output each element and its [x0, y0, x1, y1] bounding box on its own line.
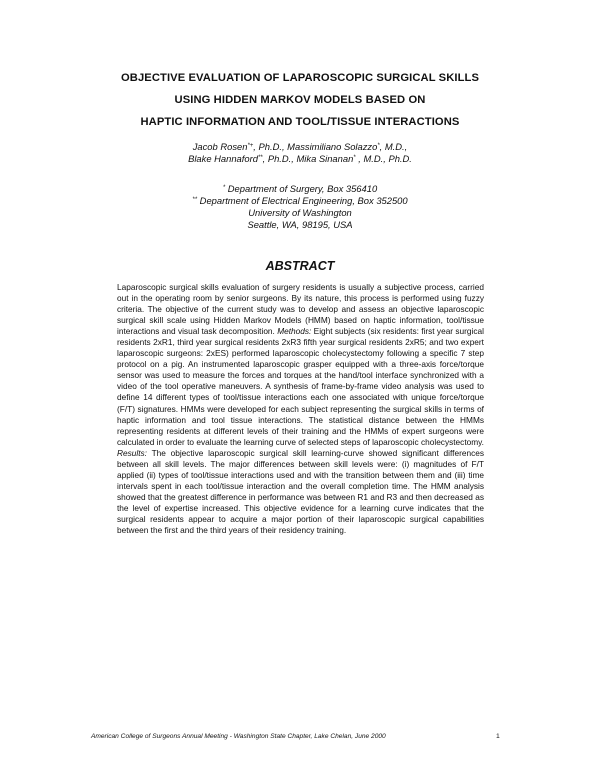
paper-title [0, 67, 600, 133]
affiliation-ee-text: Department of Electrical Engineering, Box 352500 [197, 195, 408, 206]
page-number: 1 [496, 733, 500, 740]
affiliation-surgery-text: Department of Surgery, Box 356410 [225, 183, 378, 194]
abstract-text-2: Eight subjects (six residents: first year surgical residents 2xR1, third year surgical residents 2xR3 fifth year surgical residents 2xR5; and two expert laparoscopic surgeons: 2xES) performed laparoscopic cholecystectomy following a specific 7 step protocol on a pig. An instrumented laparoscopic grasper equipped with a three-axis force/torque sensor was used to measure the forces and torques at the hand/tool interface synchronized with a video of the tool operative maneuvers. A synthesis of frame-by-frame video analysis was used to define 14 different types of tool/tissue interactions each one associated with unique force/torque (F/T) signatures. HMMs were developed for each subject representing the surgical skills in terms of haptic information and tool tissue interactions. The statistical distance between the HMMs representing residents at different levels of their training and the HMMs of expert surgeons were calculated in order to evaluate the learning curve of selected steps of laparoscopic cholecystectomy. [117, 326, 484, 447]
author-hannaford: Blake Hannaford [188, 153, 258, 164]
affiliation-university: University of Washington [248, 207, 352, 218]
affiliation-ee [0, 195, 600, 207]
title-line-3: HAPTIC INFORMATION AND TOOL/TISSUE INTERACTIONS [140, 116, 460, 128]
affiliation-surgery-mark: * [222, 185, 226, 191]
page-footer: American College of Surgeons Annual Meeting - Washington State Chapter, Lake Chelan, June 2000 [91, 733, 386, 740]
author-rosen-mark: *+ [247, 143, 254, 149]
author-sinanan-mark: * [353, 155, 356, 161]
author-rosen: Jacob Rosen [192, 141, 248, 152]
abstract-body [117, 282, 484, 536]
affiliations [0, 183, 600, 231]
abstract-methods-label: Methods: [277, 326, 312, 337]
affiliation-ee-mark: ** [192, 197, 198, 203]
title-line-2: USING HIDDEN MARKOV MODELS BASED ON [174, 94, 426, 106]
author-hannaford-mark: ** [257, 155, 263, 161]
abstract-results-label: Results: [117, 447, 147, 458]
affiliation-city: Seattle, WA, 98195, USA [247, 219, 353, 230]
author-sinanan-degree: , M.D., Ph.D. [355, 153, 412, 164]
abstract-text-3: The objective laparoscopic surgical skill learning-curve showed significant differences between all skill levels. The major differences between skill levels were: (i) magnitudes of F/T applied (ii) types of tool/tissue interactions used and with the transition between them and (iii) time intervals spent in each tool/tissue interaction and the overall completion time. The HMM analysis showed that the greatest difference in performance was between R1 and R3 and then decreased as the level of expertise increased. This objective evidence for a learning curve indicates that the surgical residents appear to acquire a major portion of their laparoscopic surgical capabilities between the first and the third years of their residency training. [117, 447, 484, 536]
title-line-1: OBJECTIVE EVALUATION OF LAPAROSCOPIC SURGICAL SKILLS [120, 72, 480, 84]
author-solazzo: Massimiliano Solazzo [287, 141, 378, 152]
author-line-1 [0, 141, 600, 153]
affiliation-surgery [0, 183, 600, 195]
author-list [0, 141, 600, 165]
author-solazzo-degree: , M.D., [379, 141, 408, 152]
abstract-heading: ABSTRACT [265, 259, 335, 273]
author-sinanan: Mika Sinanan [296, 153, 354, 164]
author-hannaford-degree: , Ph.D., [262, 153, 297, 164]
author-solazzo-mark: * [377, 143, 380, 149]
author-line-2 [0, 153, 600, 165]
abstract-text-1: Laparoscopic surgical skills evaluation of surgery residents is usually a subjective process, carried out in the operating room by senior surgeons. By its nature, this process is performed using fuzzy criteria. The objective of the current study was to develop and assess an objective laparoscopic surgical skill scale using Hidden Markov Models (HMM) based on haptic information, tool/tissue interactions and visual task decomposition. [117, 282, 484, 337]
author-rosen-degree: , Ph.D., [253, 141, 288, 152]
